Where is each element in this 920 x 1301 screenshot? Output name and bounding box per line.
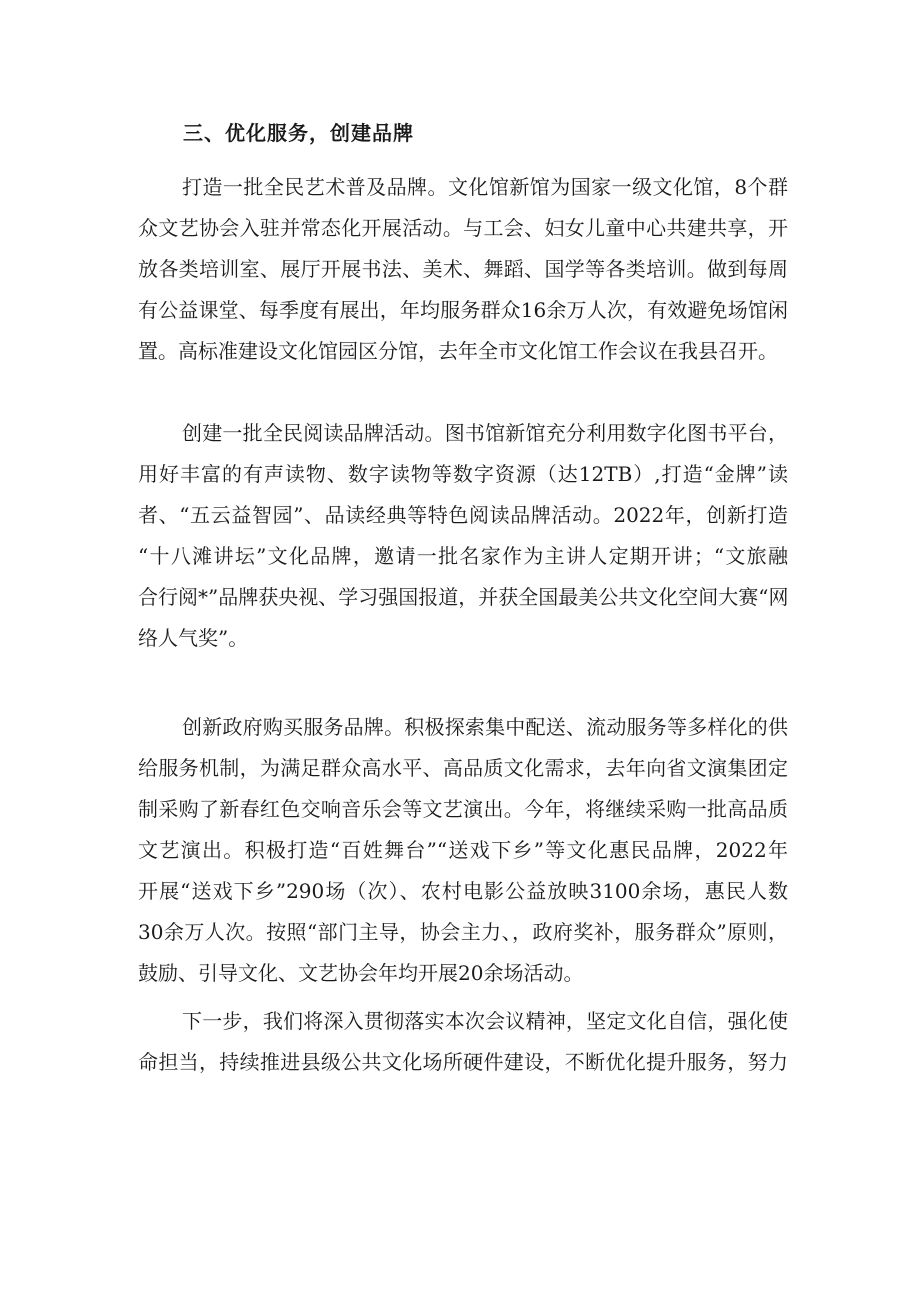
paragraph-line: “十八滩讲坛”文化品牌，邀请一批名家作为主讲人定期开讲；“文旅融: [138, 544, 788, 568]
paragraph-line: 制采购了新春红色交响音乐会等文艺演出。今年，将继续采购一批高品质: [138, 797, 788, 821]
paragraph-line: 用好丰富的有声读物、数字读物等数字资源（达12TB）,打造“金牌”读: [138, 462, 788, 486]
paragraph-line: 下一步，我们将深入贯彻落实本次会议精神，坚定文化自信，强化使: [182, 1009, 788, 1033]
paragraph-line: 创新政府购买服务品牌。积极探索集中配送、流动服务等多样化的供: [182, 715, 788, 739]
paragraph-line: 络人气奖”。: [138, 626, 249, 650]
paragraph-line: 置。高标准建设文化馆园区分馆，去年全市文化馆工作会议在我县召开。: [138, 339, 778, 363]
paragraph-line: 文艺演出。积极打造“百姓舞台”“送戏下乡”等文化惠民品牌，2022年: [138, 838, 788, 862]
paragraph-line: 合行阅*”品牌获央视、学习强国报道，并获全国最美公共文化空间大赛“网: [138, 585, 789, 609]
paragraph-line: 者、“五云益智园”、品读经典等特色阅读品牌活动。2022年，创新打造: [138, 503, 788, 527]
paragraph-line: 放各类培训室、展厅开展书法、美术、舞蹈、国学等各类培训。做到每周: [138, 257, 788, 281]
paragraph-line: 30余万人次。按照“部门主导，协会主力、，政府奖补，服务群众”原则，: [138, 920, 788, 944]
paragraph-line: 开展“送戏下乡”290场（次）、农村电影公益放映3100余场，惠民人数: [138, 879, 788, 903]
paragraph-line: 鼓励、引导文化、文艺协会年均开展20余场活动。: [138, 961, 584, 985]
paragraph-line: 给服务机制，为满足群众高水平、高品质文化需求，去年向省文演集团定: [138, 756, 788, 780]
paragraph-line: 众文艺协会入驻并常态化开展活动。与工会、妇女儿童中心共建共享，开: [138, 216, 788, 240]
paragraph-line: 有公益课堂、每季度有展出，年均服务群众16余万人次，有效避免场馆闲: [138, 298, 788, 322]
paragraph-line: 命担当，持续推进县级公共文化场所硬件建设，不断优化提升服务，努力: [138, 1050, 788, 1074]
paragraph-line: 创建一批全民阅读品牌活动。图书馆新馆充分利用数字化图书平台，: [182, 421, 788, 445]
paragraph-line: 打造一批全民艺术普及品牌。文化馆新馆为国家一级文化馆，8个群: [182, 175, 788, 199]
section-heading: 三、优化服务，创建品牌: [183, 121, 414, 145]
